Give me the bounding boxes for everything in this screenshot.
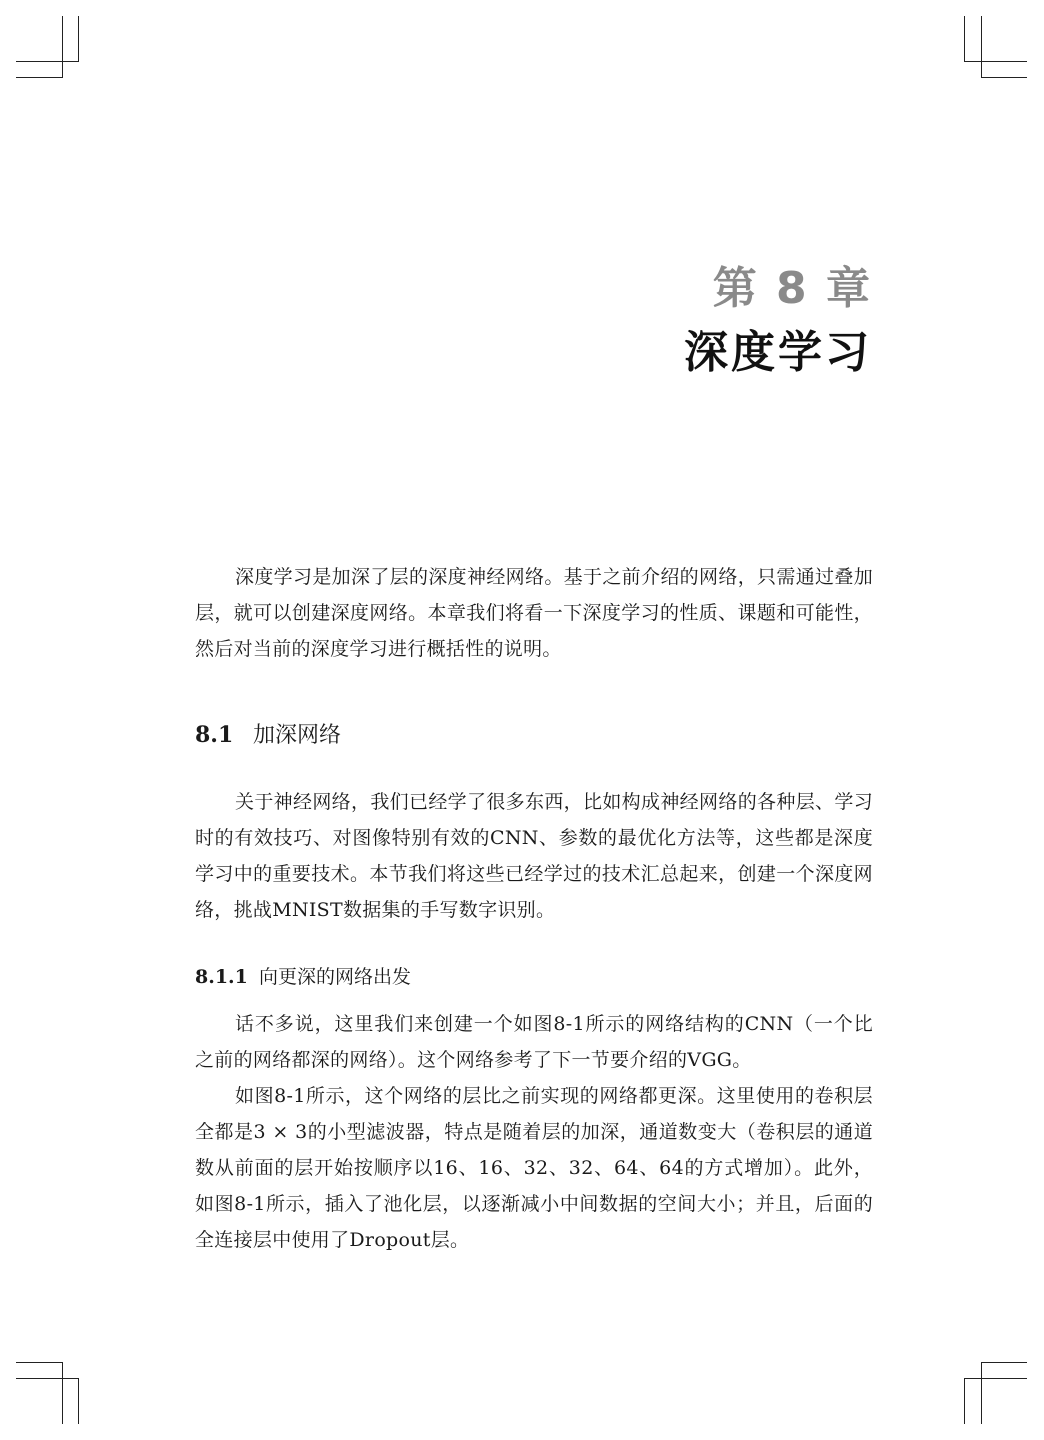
- section-number: 8.1: [195, 722, 234, 748]
- intro-paragraph: 深度学习是加深了层的深度神经网络。基于之前介绍的网络，只需通过叠加层，就可以创建深度网络。本章我们将看一下深度学习的性质、课题和可能性，然后对当前的深度学习进行概括性的说明。: [195, 566, 873, 660]
- subsection-title: 向更深的网络出发: [259, 966, 412, 988]
- chapter-title: 深度学习: [684, 327, 872, 378]
- subsection-paragraph-2: 如图8-1所示，这个网络的层比之前实现的网络都更深。这里使用的卷积层全都是3 × 3的小型滤波器，特点是随着层的加深，通道数变大（卷积层的通道数从前面的层开始按顺序以16、16、32、32、64、64的方式增加）。此外，如图8-1所示，插入了池化层，以逐渐减小中间数据的空间大小；并且，后面的全连接层中使用了Dropout层。: [195, 1085, 873, 1251]
- section-heading: [195, 718, 341, 753]
- subsection-number: 8.1.1: [195, 966, 248, 988]
- subsection-paragraph-1: 话不多说，这里我们来创建一个如图8-1所示的网络结构的CNN（一个比之前的网络都深的网络）。这个网络参考了下一节要介绍的VGG。: [195, 1013, 873, 1071]
- chapter-number: 第 8 章: [712, 263, 872, 314]
- subsection-heading: [195, 962, 411, 992]
- section-paragraph: 关于神经网络，我们已经学了很多东西，比如构成神经网络的各种层、学习时的有效技巧、对图像特别有效的CNN、参数的最优化方法等，这些都是深度学习中的重要技术。本节我们将这些已经学过的技术汇总起来，创建一个深度网络，挑战MNIST数据集的手写数字识别。: [195, 791, 873, 921]
- section-title: 加深网络: [253, 723, 342, 748]
